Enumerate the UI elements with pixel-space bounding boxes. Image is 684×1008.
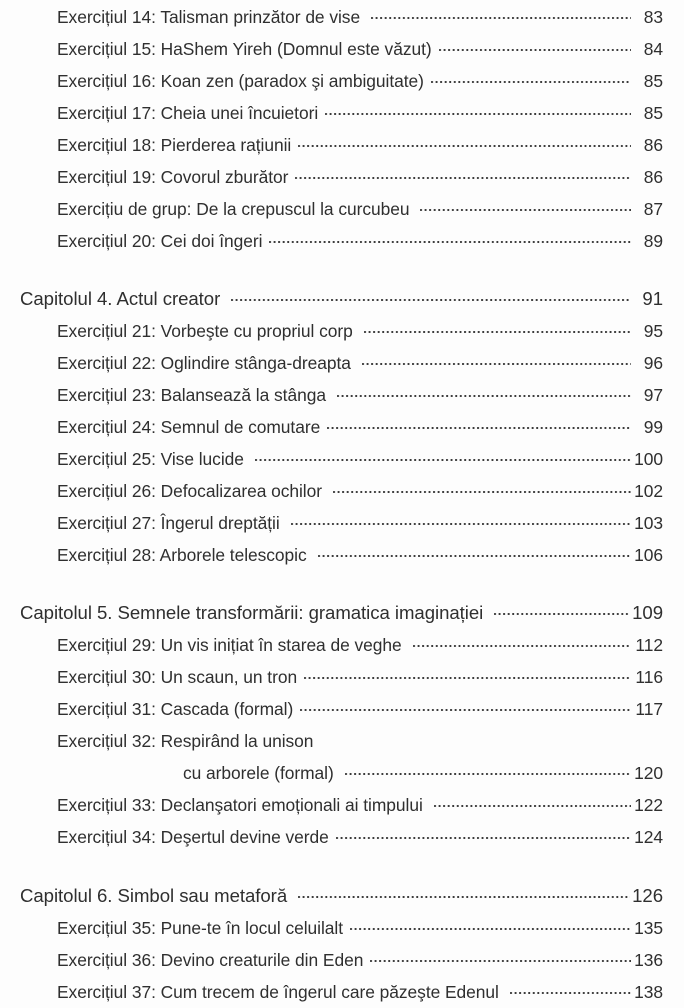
toc-entry-title: Exercițiul 33: Declanşatori emoționali ai timpului — [57, 795, 423, 815]
toc-entry-title: Exercițiul 32: Respirând la unison — [57, 731, 314, 751]
toc-entry-title: Exercițiu de grup: De la crepuscul la curcubeu — [57, 199, 410, 219]
toc-exercise-entry[interactable] — [0, 315, 684, 347]
toc-page-number[interactable]: 91 — [642, 288, 663, 309]
toc-page-number[interactable]: 138 — [634, 982, 663, 1002]
toc-chapter-entry[interactable] — [0, 597, 684, 629]
toc-page-number[interactable]: 116 — [635, 667, 663, 687]
toc-dot-leader — [434, 794, 631, 811]
toc-dot-leader — [362, 352, 631, 369]
toc-dot-leader — [327, 416, 631, 433]
toc-section-spacer — [0, 257, 684, 283]
toc-exercise-entry[interactable] — [0, 193, 684, 225]
toc-exercise-entry[interactable] — [0, 411, 684, 443]
toc-dot-leader — [291, 512, 631, 529]
toc-exercise-entry[interactable] — [0, 912, 684, 944]
toc-dot-leader — [494, 600, 630, 619]
toc-entry-title: Exercițiul 21: Vorbeşte cu propriul corp — [57, 321, 353, 341]
toc-dot-leader — [255, 448, 631, 465]
toc-page-number[interactable]: 135 — [634, 918, 663, 938]
toc-exercise-entry[interactable] — [0, 757, 684, 789]
toc-page-number[interactable]: 89 — [643, 231, 663, 251]
toc-dot-leader — [269, 230, 631, 247]
toc-page-number[interactable]: 86 — [643, 135, 663, 155]
toc-entry-title: Exercițiul 25: Vise lucide — [57, 449, 244, 469]
toc-entry-title: Exercițiul 26: Defocalizarea ochilor — [57, 481, 322, 501]
toc-entry-title: Exercițiul 15: HaShem Yireh (Domnul este văzut) — [57, 39, 432, 59]
toc-entry-title: Exercițiul 30: Un scaun, un tron — [57, 667, 298, 687]
toc-page-number[interactable]: 86 — [643, 167, 663, 187]
toc-page-number[interactable]: 95 — [643, 321, 663, 341]
toc-dot-leader — [350, 917, 631, 934]
toc-dot-leader — [370, 949, 631, 966]
toc-dot-leader — [337, 384, 631, 401]
toc-dot-leader — [439, 38, 631, 55]
toc-dot-leader — [295, 166, 631, 183]
toc-page-number[interactable]: 103 — [634, 513, 663, 533]
toc-dot-leader — [231, 286, 631, 305]
toc-entry-title: Exercițiul 23: Balansează la stânga — [57, 385, 326, 405]
toc-entry-title: Exercițiul 36: Devino creaturile din Eden — [57, 950, 364, 970]
toc-dot-leader — [364, 320, 631, 337]
toc-entry-title: Exercițiul 31: Cascada (formal) — [57, 699, 294, 719]
toc-page-number[interactable]: 96 — [643, 353, 663, 373]
toc-exercise-entry[interactable] — [0, 693, 684, 725]
toc-dot-leader — [298, 883, 630, 902]
toc-entry-title: Capitolul 6. Simbol sau metaforă — [20, 885, 288, 906]
toc-page-number[interactable]: 106 — [634, 545, 663, 565]
toc-dot-leader — [345, 762, 631, 779]
toc-page-number[interactable]: 120 — [634, 763, 663, 783]
toc-entry-title: Exercițiul 18: Pierderea rațiunii — [57, 135, 292, 155]
toc-exercise-entry[interactable] — [0, 1, 684, 33]
toc-page-number[interactable]: 85 — [643, 71, 663, 91]
toc-dot-leader — [300, 698, 631, 715]
toc-exercise-entry[interactable] — [0, 661, 684, 693]
toc-exercise-entry[interactable] — [0, 821, 684, 853]
toc-page-number[interactable]: 122 — [634, 795, 663, 815]
toc-page-number[interactable]: 126 — [632, 885, 663, 906]
toc-section-spacer — [0, 571, 684, 597]
toc-dot-leader — [318, 544, 631, 561]
toc-entry-title: Exercițiul 34: Deşertul devine verde — [57, 827, 329, 847]
toc-entry-title: Exercițiul 29: Un vis inițiat în starea de veghe — [57, 635, 402, 655]
toc-entry-list — [0, 1, 684, 1008]
toc-dot-leader — [431, 70, 631, 87]
toc-exercise-entry[interactable] — [0, 725, 684, 757]
toc-exercise-entry[interactable] — [0, 475, 684, 507]
toc-dot-leader — [413, 634, 631, 651]
toc-entry-title: Exercițiul 28: Arborele telescopic — [57, 545, 307, 565]
toc-entry-title: Capitolul 4. Actul creator — [20, 288, 221, 309]
toc-exercise-entry[interactable] — [0, 225, 684, 257]
toc-entry-title: cu arborele (formal) — [183, 763, 334, 783]
toc-dot-leader — [371, 6, 631, 23]
toc-entry-title: Exercițiul 22: Oglindire stânga-dreapta — [57, 353, 351, 373]
toc-chapter-entry[interactable] — [0, 283, 684, 315]
toc-exercise-entry[interactable] — [0, 443, 684, 475]
toc-entry-title: Exercițiul 35: Pune-te în locul celuilalt — [57, 918, 344, 938]
toc-exercise-entry[interactable] — [0, 161, 684, 193]
toc-exercise-entry[interactable] — [0, 976, 684, 1008]
toc-entry-title: Exercițiul 19: Covorul zburător — [57, 167, 289, 187]
toc-page-number[interactable]: 87 — [643, 199, 663, 219]
toc-exercise-entry[interactable] — [0, 539, 684, 571]
toc-exercise-entry[interactable] — [0, 97, 684, 129]
toc-chapter-entry[interactable] — [0, 880, 684, 912]
toc-dot-leader — [325, 102, 631, 119]
toc-page-number[interactable]: 85 — [643, 103, 663, 123]
toc-entry-title: Capitolul 5. Semnele transformării: gramatica imaginației — [20, 602, 484, 623]
toc-section-spacer — [0, 853, 684, 880]
toc-page-number[interactable]: 102 — [634, 481, 663, 501]
toc-exercise-entry[interactable] — [0, 789, 684, 821]
toc-page-number[interactable]: 124 — [634, 827, 663, 847]
toc-page-number[interactable]: 99 — [643, 417, 663, 437]
toc-exercise-entry[interactable] — [0, 944, 684, 976]
toc-dot-leader — [333, 480, 631, 497]
toc-dot-leader — [336, 826, 631, 843]
toc-exercise-entry[interactable] — [0, 629, 684, 661]
toc-entry-title: Exercițiul 16: Koan zen (paradox şi ambiguitate) — [57, 71, 424, 91]
toc-page-number[interactable]: 117 — [635, 699, 663, 719]
toc-entry-title: Exercițiul 37: Cum trecem de îngerul care păzeşte Edenul — [57, 982, 499, 1002]
toc-exercise-entry[interactable] — [0, 507, 684, 539]
toc-dot-leader — [420, 198, 631, 215]
toc-exercise-entry[interactable] — [0, 65, 684, 97]
toc-page-number[interactable]: 97 — [643, 385, 663, 405]
toc-entry-title: Exercițiul 17: Cheia unei încuietori — [57, 103, 319, 123]
toc-exercise-entry[interactable] — [0, 33, 684, 65]
toc-entry-title: Exercițiul 14: Talisman prinzător de vise — [57, 7, 361, 27]
toc-dot-leader — [510, 981, 631, 998]
toc-exercise-entry[interactable] — [0, 129, 684, 161]
toc-page-number[interactable]: 136 — [634, 950, 663, 970]
toc-exercise-entry[interactable] — [0, 347, 684, 379]
toc-entry-title: Exercițiul 24: Semnul de comutare — [57, 417, 321, 437]
toc-dot-leader — [298, 134, 631, 151]
toc-page-number[interactable]: 100 — [634, 449, 663, 469]
toc-page-number[interactable]: 84 — [643, 39, 663, 59]
toc-entry-title: Exercițiul 27: Îngerul dreptății — [57, 513, 280, 533]
toc-exercise-entry[interactable] — [0, 379, 684, 411]
toc-dot-leader — [304, 666, 631, 683]
toc-page-number[interactable]: 112 — [635, 635, 663, 655]
toc-entry-title: Exercițiul 20: Cei doi îngeri — [57, 231, 263, 251]
toc-page-number[interactable]: 109 — [632, 602, 663, 623]
toc-page-number[interactable]: 83 — [643, 7, 663, 27]
